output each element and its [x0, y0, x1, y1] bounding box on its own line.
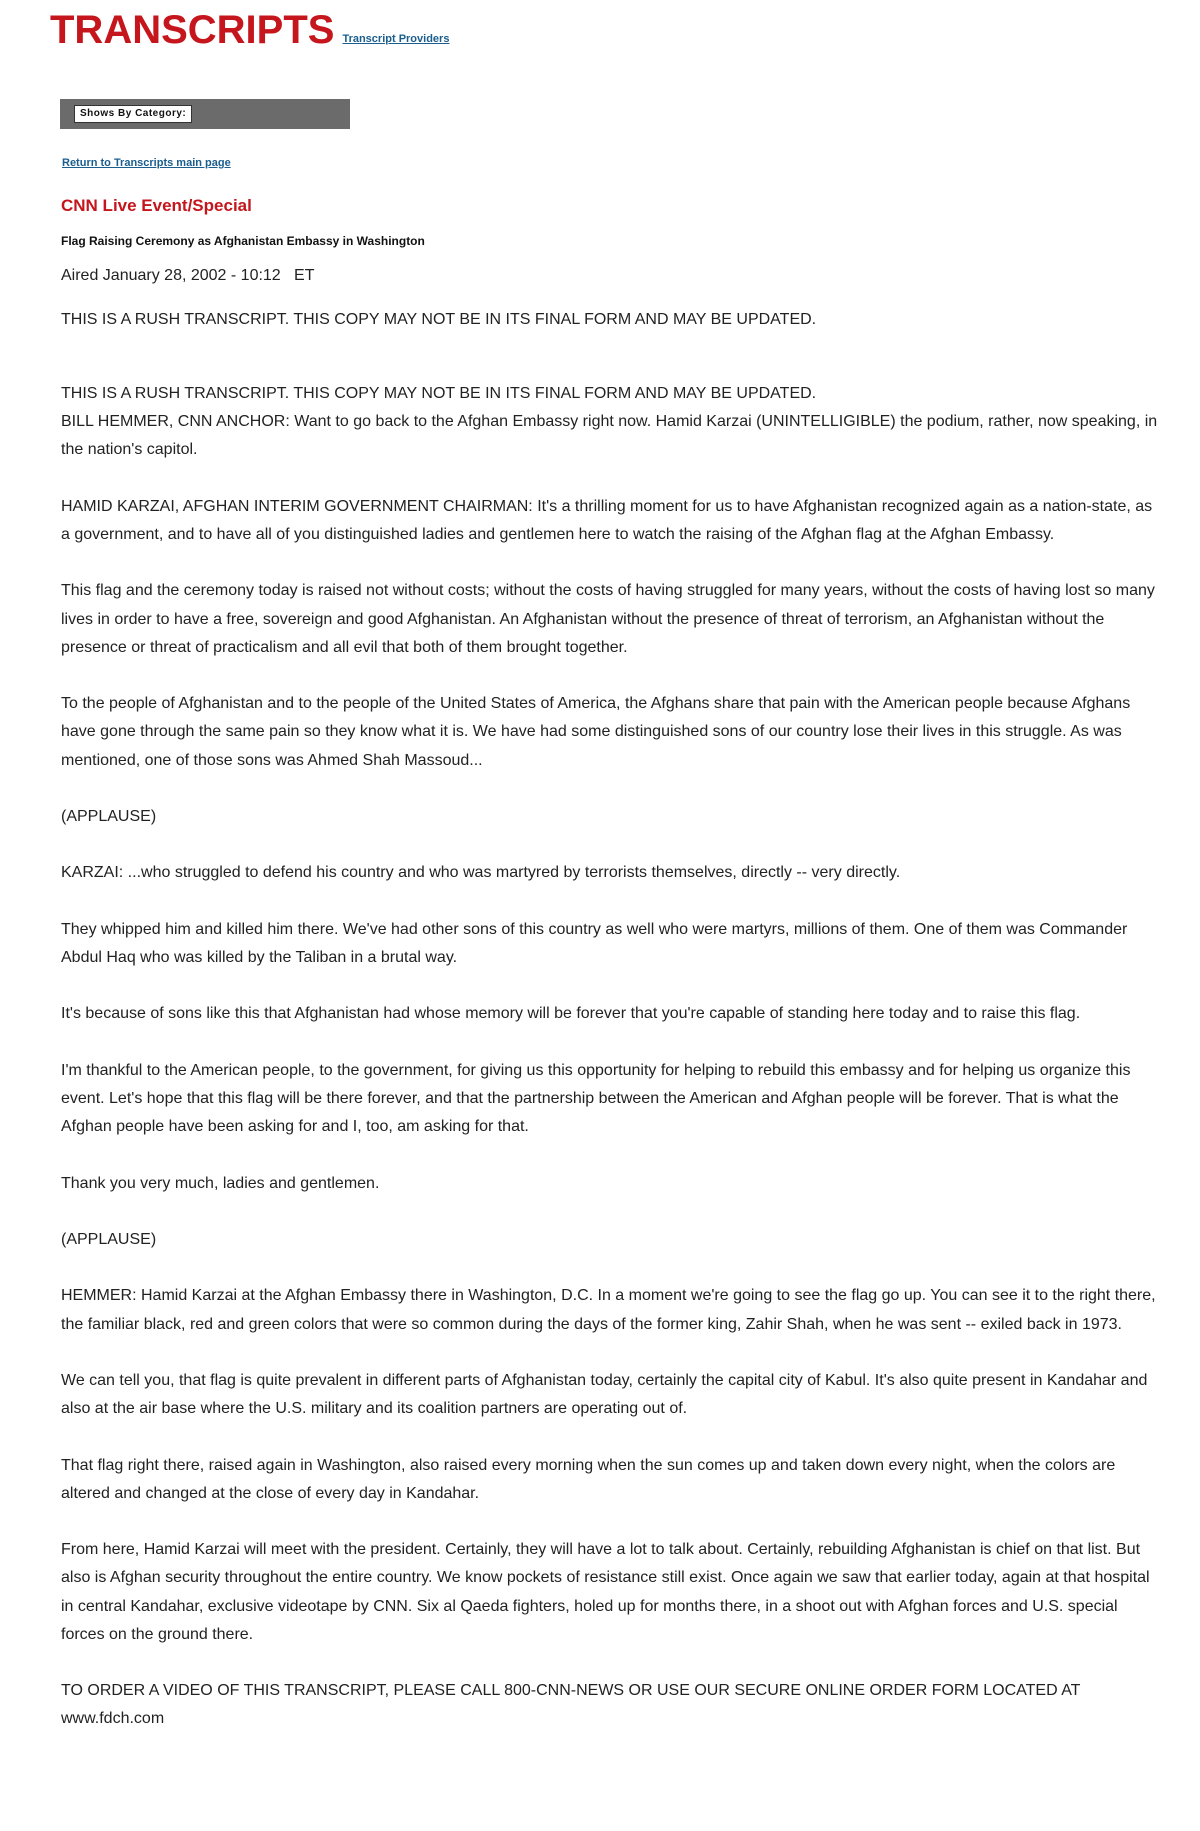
transcript-paragraph: This flag and the ceremony today is raised not without costs; without the costs of having struggled for many years, without the costs of having lost so many lives in order to have a free, sovereign and good Afghanistan. An Afghanistan without the presence of threat of terrorism, an Afghanistan without the presence or threat of practicalism and all evil that both of them brought together. [61, 582, 1155, 656]
transcript-paragraph: That flag right there, raised again in Washington, also raised every morning when the sun comes up and taken down every night, when the colors are altered and changed at the close of every day in Kandahar. [61, 1456, 1116, 1502]
shows-by-category-select[interactable]: Shows By Category: [74, 105, 192, 123]
transcript-body [61, 380, 1161, 1734]
transcript-paragraph: BILL HEMMER, CNN ANCHOR: Want to go back to the Afghan Embassy right now. Hamid Karzai (UNINTELLIGIBLE) the podium, rather, now speaking, in the nation's capitol. [61, 413, 1158, 459]
transcript-providers-link[interactable]: Transcript Providers [342, 33, 450, 45]
transcripts-logo[interactable]: TRANSCRIPTS [50, 8, 335, 52]
transcript-content [61, 194, 1161, 1734]
transcript-paragraph: HAMID KARZAI, AFGHAN INTERIM GOVERNMENT CHAIRMAN: It's a thrilling moment for us to have Afghanistan recognized again as a nation-state, as a government, and to have all of you distinguished ladies and gentlemen here to watch the raising of the Afghan flag at the Afghan Embassy. [61, 497, 1153, 543]
return-to-main-link[interactable]: Return to Transcripts main page [62, 157, 231, 169]
transcript-paragraph: (APPLAUSE) [61, 807, 157, 825]
transcript-paragraph: KARZAI: ...who struggled to defend his country and who was martyred by terrorists themselves, directly -- very directly. [61, 864, 901, 882]
rush-transcript-note: THIS IS A RUSH TRANSCRIPT. THIS COPY MAY NOT BE IN ITS FINAL FORM AND MAY BE UPDATED. [61, 311, 817, 328]
transcript-headline: Flag Raising Ceremony as Afghanistan Embassy in Washington [61, 234, 425, 248]
transcript-paragraph: It's because of sons like this that Afghanistan had whose memory will be forever that you're capable of standing here today and to raise this flag. [61, 1005, 1081, 1023]
transcript-paragraph: We can tell you, that flag is quite prevalent in different parts of Afghanistan today, certainly the capital city of Kabul. It's also quite present in Kandahar and also at the air base where the U.S. military and its coalition partners are operating out of. [61, 1371, 1148, 1418]
transcript-paragraph: THIS IS A RUSH TRANSCRIPT. THIS COPY MAY NOT BE IN ITS FINAL FORM AND MAY BE UPDATED. [61, 385, 817, 402]
transcript-paragraph: Thank you very much, ladies and gentlemen. [61, 1174, 380, 1192]
transcript-paragraph: To the people of Afghanistan and to the people of the United States of America, the Afghans share that pain with the American people because Afghans have gone through the same pain so they know what it is. We have had some distinguished sons of our country lose their lives in this struggle. As was mentioned, one of those sons was Ahmed Shah Massoud... [61, 695, 1131, 769]
site-header [50, 6, 449, 50]
transcript-paragraph: HEMMER: Hamid Karzai at the Afghan Embassy there in Washington, D.C. In a moment we're going to see the flag go up. You can see it to the right there, the familiar black, red and green colors that were so common during the days of the former king, Zahir Shah, when he was sent -- exiled back in 1973. [61, 1287, 1156, 1333]
transcript-paragraph: They whipped him and killed him there. We've had other sons of this country as well who were martyrs, millions of them. One of them was Commander Abdul Haq who was killed by the Taliban in a brutal way. [61, 920, 1128, 966]
show-title: CNN Live Event/Special [61, 196, 252, 215]
order-video-note: TO ORDER A VIDEO OF THIS TRANSCRIPT, PLEASE CALL 800-CNN-NEWS OR USE OUR SECURE ONLINE ORDER FORM LOCATED AT www.fdch.com [61, 1682, 1081, 1728]
transcript-paragraph: I'm thankful to the American people, to the government, for giving us this opportunity for helping to rebuild this embassy and for helping us organize this event. Let's hope that this flag will be there forever, and that the partnership between the American and Afghan people will be forever. That is what the Afghan people have been asking for and I, too, am asking for that. [61, 1061, 1131, 1136]
aired-date: Aired January 28, 2002 - 10:12 ET [61, 267, 315, 284]
transcript-paragraph: (APPLAUSE) [61, 1230, 157, 1248]
category-bar [60, 99, 350, 129]
transcript-paragraph: From here, Hamid Karzai will meet with the president. Certainly, they will have a lot to talk about. Certainly, rebuilding Afghanistan is chief on that list. But also is Afghan security throughout the entire country. We know pockets of resistance still exist. Once again we saw that earlier today, again at that hospital in central Kandahar, exclusive videotape by CNN. Six al Qaeda fighters, holed up for months there, in a shoot out with Afghan forces and U.S. special forces on the ground there. [61, 1541, 1150, 1643]
